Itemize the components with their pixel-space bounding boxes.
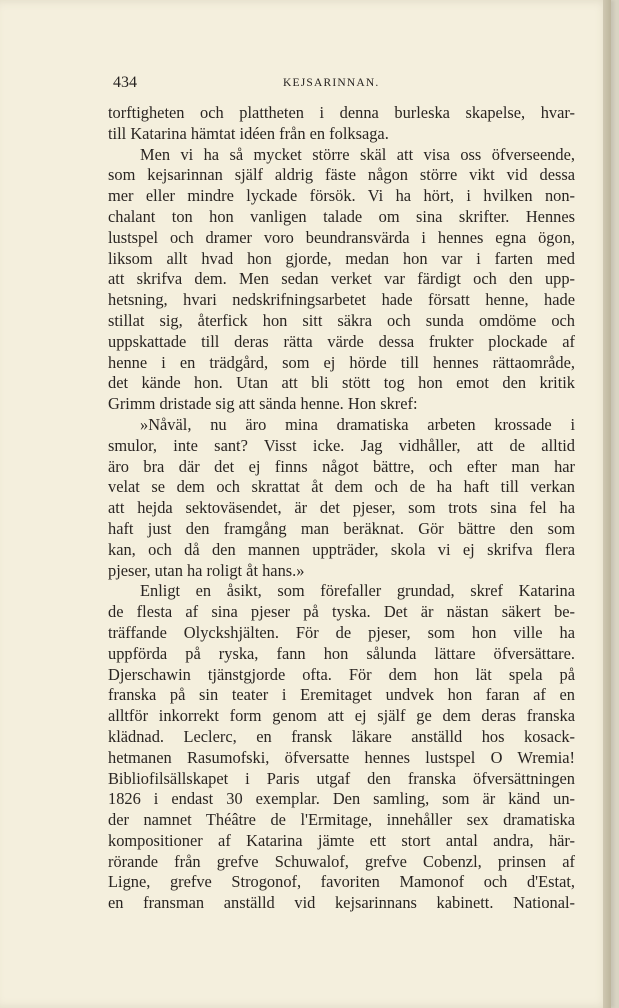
body-text: [108, 103, 575, 914]
text-line: att hejda sektoväsendet, är det pjeser, som trots sina fel ha: [108, 498, 575, 518]
text-line: Grimm dristade sig att sända henne. Hon skref:: [108, 394, 418, 414]
text-line: 1826 i endast 30 exemplar. Den samling, som är känd un-: [108, 789, 575, 809]
text-line: lustspel och dramer voro beundransvärda i hennes egna ögon,: [108, 227, 575, 247]
text-line: äro bra där det ej finns något bättre, och efter man har: [108, 456, 575, 476]
text-line: det kände hon. Utan att bli stött tog hon emot den kritik: [108, 373, 575, 393]
page-edge: [603, 0, 611, 1008]
text-line: franska på sin teater i Eremitaget undvek hon faran af en: [108, 685, 575, 705]
page-header: [113, 74, 573, 96]
text-line: de flesta af sina pjeser på tyska. Det är nästan säkert be-: [108, 602, 575, 622]
running-head: KEJSARINNAN.: [283, 77, 380, 89]
text-line: chalant ton hon vanligen talade om sina skrifter. Hennes: [108, 206, 575, 226]
text-line: en fransman anställd vid kejsarinnans kabinett. National-: [108, 893, 575, 913]
page-number: 434: [113, 74, 137, 91]
text-line: kan, och då den mannen uppträder, skola vi ej skrifva flera: [108, 539, 575, 559]
text-line: till Katarina hämtat idéen från en folksaga.: [108, 123, 389, 143]
text-line: mer eller mindre lyckade försök. Vi ha hört, i hvilken non-: [108, 186, 575, 206]
text-line: henne i en trädgård, som ej hörde till hennes rättaområde,: [108, 352, 575, 372]
text-line: uppskattade till deras rätta värde dessa frukter plockade af: [108, 331, 575, 351]
text-line: uppförda på ryska, fann hon sålunda lättare öfversättare.: [108, 643, 575, 663]
text-line: hetsning, hvari nedskrifningsarbetet hade försatt henne, hade: [108, 290, 575, 310]
text-line: Men vi ha så mycket större skäl att visa oss öfverseende,: [140, 144, 575, 164]
text-line-with-italic: der namnet Théâtre de l'Ermitage, innehåller sex dramatiska: [108, 810, 575, 830]
text-line: Djerschawin tjänstgjorde ofta. För dem hon lät spela på: [108, 664, 575, 684]
text-line: haft just den framgång man beräknat. Gör bättre den som: [108, 518, 575, 538]
text-line: alltför inkorrekt form genom att ej själf ge dem deras franska: [108, 706, 575, 726]
text-line: klädnad. Leclerc, en fransk läkare anställd hos kosack-: [108, 726, 575, 746]
text-line: Ligne, grefve Strogonof, favoriten Mamonof och d'Estat,: [108, 872, 575, 892]
text-line: stillat sig, återfick hon sitt säkra och sunda omdöme och: [108, 310, 575, 330]
text-line: Bibliofilsällskapet i Paris utgaf den franska öfversättningen: [108, 768, 575, 788]
text-line: smulor, inte sant? Visst icke. Jag vidhåller, att de alltid: [108, 435, 575, 455]
text-line-with-italic: hetmanen Rasumofski, öfversatte hennes lustspel O Wremia!: [108, 747, 575, 767]
text-line: liksom allt hvad hon gjorde, medan hon var i farten med: [108, 248, 575, 268]
text-line-with-italic: träffande Olyckshjälten. För de pjeser, som hon ville ha: [108, 622, 575, 642]
text-line: torftigheten och plattheten i denna burleska skapelse, hvar-: [108, 103, 575, 122]
text-line: »Nåväl, nu äro mina dramatiska arbeten krossade i: [140, 414, 575, 434]
text-line: velat se dem och skrattat åt dem och de ha haft till verkan: [108, 477, 575, 497]
text-line: Enligt en åsikt, som förefaller grundad, skref Katarina: [140, 581, 575, 601]
text-line: rörande från grefve Schuwalof, grefve Cobenzl, prinsen af: [108, 851, 575, 871]
text-line: att skrifva dem. Men sedan verket var färdigt och den upp-: [108, 269, 575, 289]
text-line: som kejsarinnan själf aldrig fäste någon större vikt vid dessa: [108, 165, 575, 185]
text-line: pjeser, utan ha roligt åt hans.»: [108, 560, 305, 580]
text-line: kompositioner af Katarina jämte ett stort antal andra, här-: [108, 830, 575, 850]
